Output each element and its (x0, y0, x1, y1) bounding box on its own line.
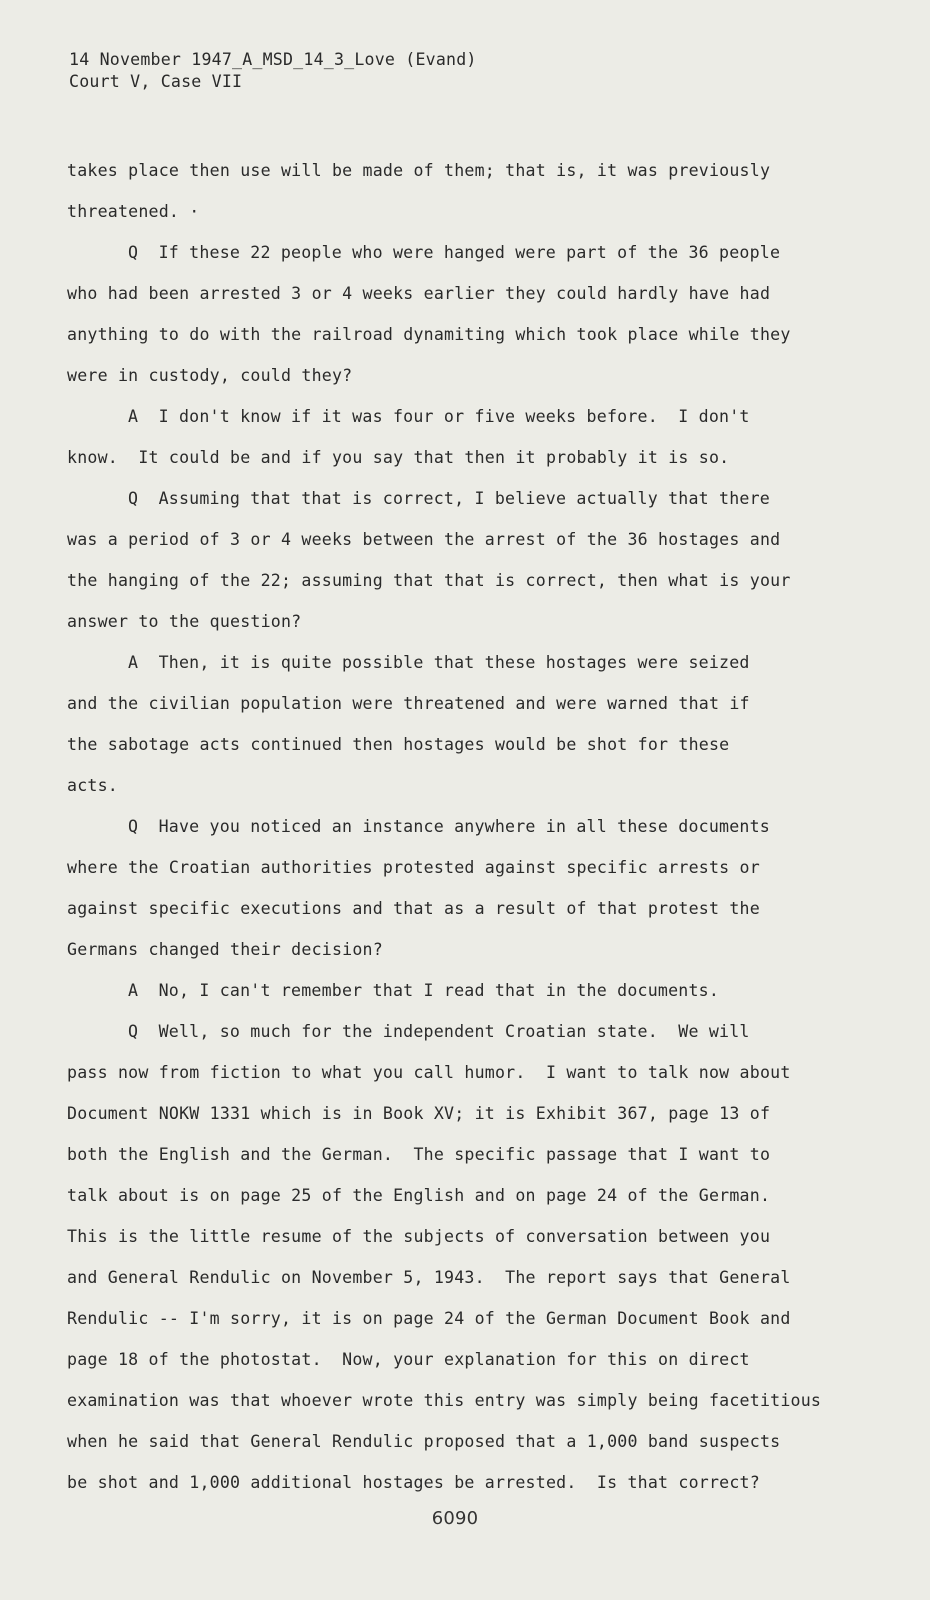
transcript-line: against specific executions and that as a result of that protest the (67, 899, 760, 918)
transcript-line: and General Rendulic on November 5, 1943. The report says that General (67, 1268, 791, 1287)
transcript-line: were in custody, could they? (67, 366, 353, 385)
transcript-line: Rendulic -- I'm sorry, it is on page 24 of the German Document Book and (67, 1309, 791, 1328)
transcript-line: and the civilian population were threatened and were warned that if (67, 694, 750, 713)
transcript-line: Q Have you noticed an instance anywhere in all these documents (128, 817, 770, 836)
transcript-line: answer to the question? (67, 612, 302, 631)
transcript-body (67, 150, 857, 1503)
transcript-line: the hanging of the 22; assuming that that is correct, then what is your (67, 571, 791, 590)
transcript-line: pass now from fiction to what you call humor. I want to talk now about (67, 1063, 791, 1082)
transcript-line: A Then, it is quite possible that these hostages were seized (128, 653, 750, 672)
transcript-line: Q Well, so much for the independent Croatian state. We will (128, 1022, 750, 1041)
header-court-case: Court V, Case VII (69, 72, 243, 91)
transcript-line: Q Assuming that that is correct, I believe actually that there (128, 489, 770, 508)
transcript-line: acts. (67, 776, 118, 795)
transcript-line: This is the little resume of the subjects of conversation between you (67, 1227, 771, 1246)
transcript-line: takes place then use will be made of them; that is, it was previously (67, 161, 771, 180)
transcript-line: where the Croatian authorities protested against specific arrests or (67, 858, 760, 877)
transcript-line: both the English and the German. The specific passage that I want to (67, 1145, 771, 1164)
transcript-line: A I don't know if it was four or five weeks before. I don't (128, 407, 750, 426)
transcript-line: the sabotage acts continued then hostages would be shot for these (67, 735, 730, 754)
transcript-line: examination was that whoever wrote this entry was simply being facetitious (67, 1391, 822, 1410)
transcript-line: threatened. · (67, 202, 200, 221)
transcript-line: page 18 of the photostat. Now, your explanation for this on direct (67, 1350, 750, 1369)
header-date-reference: 14 November 1947_A_MSD_14_3_Love (Evand) (69, 50, 477, 69)
page-number: 6090 (431, 1508, 479, 1529)
transcript-line: A No, I can't remember that I read that in the documents. (128, 981, 720, 1000)
transcript-line: talk about is on page 25 of the English and on page 24 of the German. (67, 1186, 771, 1205)
transcript-line: Document NOKW 1331 which is in Book XV; it is Exhibit 367, page 13 of (67, 1104, 771, 1123)
transcript-line: know. It could be and if you say that then it probably it is so. (67, 448, 730, 467)
transcript-line: when he said that General Rendulic proposed that a 1,000 band suspects (67, 1432, 781, 1451)
transcript-line: anything to do with the railroad dynamiting which took place while they (67, 325, 791, 344)
transcript-line: Germans changed their decision? (67, 940, 383, 959)
transcript-line: Q If these 22 people who were hanged were part of the 36 people (128, 243, 781, 262)
document-header (69, 49, 477, 93)
transcript-line: who had been arrested 3 or 4 weeks earlier they could hardly have had (67, 284, 771, 303)
transcript-line: be shot and 1,000 additional hostages be arrested. Is that correct? (67, 1473, 760, 1492)
transcript-line: was a period of 3 or 4 weeks between the arrest of the 36 hostages and (67, 530, 781, 549)
